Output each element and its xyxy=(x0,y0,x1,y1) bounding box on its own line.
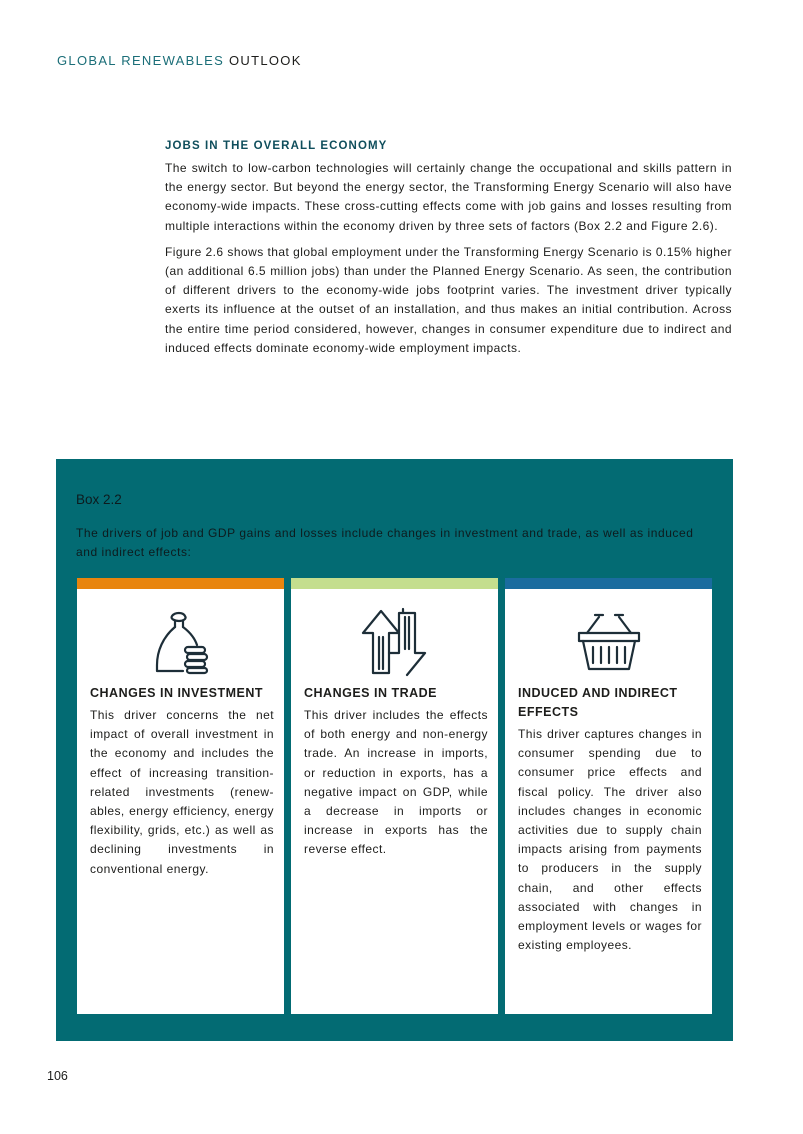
publication-suffix: OUTLOOK xyxy=(229,53,302,68)
running-header xyxy=(57,53,302,68)
box-title: Box 2.2 xyxy=(76,492,122,507)
up-down-arrows-icon xyxy=(291,607,498,679)
card-title: CHANGES IN INVESTMENT xyxy=(90,686,264,700)
card-text: This driver includes the effects of both energy and non-energy trade. An increase in imports, or reduction in exports, has a negative impact on GDP, while a decrease in imports or increase in exports has the reverse effect. xyxy=(304,708,488,857)
page-number: 106 xyxy=(47,1069,68,1083)
box-2-2 xyxy=(56,459,733,1041)
card-induced-indirect xyxy=(505,578,712,1014)
card-text: This driver captures changes in consumer spending due to consumer price effects and fiscal policy. The driver also includes changes in economic activities due to supply chain impacts arising from payments to producers in the supply chain, and other effects associated with changes in employment levels or wages for existing employees. xyxy=(518,727,702,953)
paragraph-1: The switch to low-carbon technologies will certainly change the occupational and skills pattern in the energy sector. But beyond the energy sector, the Transforming Energy Scenario will also have economy-wide impacts. These cross-cutting effects come with job gains and losses resulting from multiple interactions within the economy driven by three sets of factors (Box 2.2 and Figure 2.6). xyxy=(165,161,732,233)
card-accent-bar xyxy=(505,578,712,589)
card-title: INDUCED AND INDIRECT EFFECTS xyxy=(518,686,678,719)
card-text: This driver concerns the net impact of overall investment in the economy and includes the effect of increasing transition-related investments (renew-ables, energy efficiency, energy flexibility, grids, etc.) as well as declining investments in conventional energy. xyxy=(90,708,274,876)
card-accent-bar xyxy=(77,578,284,589)
shopping-basket-icon xyxy=(505,607,712,679)
card-trade xyxy=(291,578,498,1014)
publication-name: GLOBAL RENEWABLES xyxy=(57,53,225,68)
article-section xyxy=(165,140,732,365)
card-accent-bar xyxy=(291,578,498,589)
box-intro: The drivers of job and GDP gains and losses include changes in investment and trade, as well as induced and indirect effects: xyxy=(76,526,694,560)
section-heading: JOBS IN THE OVERALL ECONOMY xyxy=(165,140,388,152)
money-bag-icon xyxy=(77,607,284,679)
card-investment xyxy=(77,578,284,1014)
card-title: CHANGES IN TRADE xyxy=(304,686,438,700)
paragraph-2: Figure 2.6 shows that global employment under the Transforming Energy Scenario is 0.15% higher (an additional 6.5 million jobs) than under the Planned Energy Scenario. As seen, the contribution of different drivers to the economy-wide jobs footprint varies. The investment driver typically exerts its influence at the outset of an installation, and thus makes an initial contribution. Across the entire time period considered, however, changes in consumer expenditure due to indirect and induced effects dominate economy-wide employment impacts. xyxy=(165,244,732,355)
